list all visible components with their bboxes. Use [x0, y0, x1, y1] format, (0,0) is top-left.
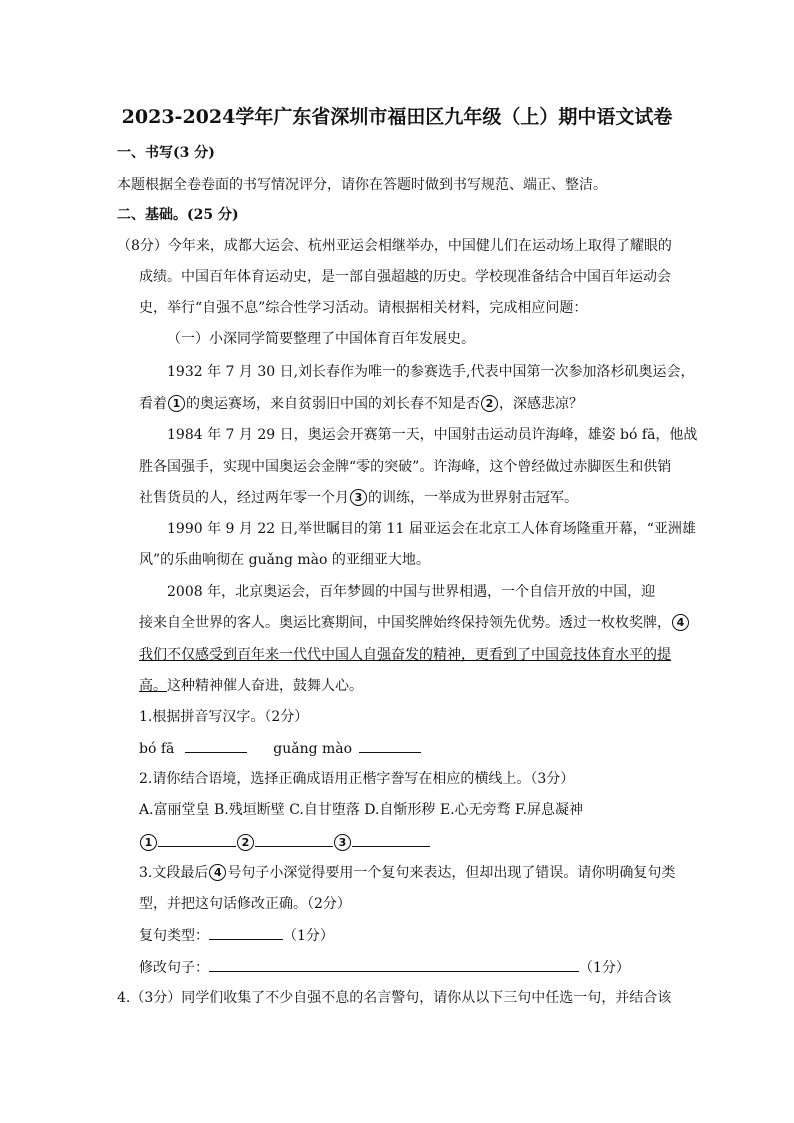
pinyin-guangmao: guǎng mào	[273, 741, 353, 757]
answer-blank-2[interactable]	[255, 832, 333, 847]
fix-sentence-blank[interactable]	[209, 957, 579, 972]
clause-type-score: （1分）	[283, 928, 334, 944]
blank-marker-1: 1	[168, 395, 185, 412]
blank-label-2: 2	[237, 834, 254, 851]
question-2-options: A.富丽堂皇 B.残垣断壁 C.自甘堕落 D.自惭形秽 E.心无旁骛 F.屏息凝神	[139, 802, 584, 818]
intro-line-1: （8分）今年来，成都大运会、杭州亚运会相继举办，中国健儿们在运动场上取得了耀眼的	[117, 238, 672, 254]
p1932-text-c: ，深感悲凉？	[499, 396, 583, 412]
question-4: 4.（3分）同学们收集了不少自强不息的名言警句，请你从以下三句中任选一句，并结合该	[117, 990, 672, 1006]
section-1-text: 本题根据全卷卷面的书写情况评分，请你在答题时做到书写规范、端正、整洁。	[117, 177, 607, 193]
section-2-heading: 二、基础。(25 分)	[117, 207, 239, 223]
p1984-line-3	[139, 488, 578, 508]
p2008-line-4	[139, 676, 363, 696]
clause-type-blank[interactable]	[209, 925, 283, 940]
question-3-text-b: 号句子小深觉得要用一个复句来表达，但却出现了错误。请你明确复句类	[227, 865, 676, 881]
page-title: 2023-2024学年广东省深圳市福田区九年级（上）期中语文试卷	[121, 106, 673, 128]
p1932-line-2	[139, 394, 583, 414]
question-3-fix	[139, 957, 630, 978]
p1932-text-a: 看着	[139, 396, 167, 412]
p1984-text-b: 的训练，一举成为世界射击冠军。	[368, 490, 578, 506]
p2008-line-2	[139, 613, 690, 633]
blank-marker-2: 2	[481, 395, 498, 412]
answer-blank-1[interactable]	[158, 832, 236, 847]
p2008-text-underlined: 高。	[139, 678, 167, 694]
blank-label-1: 1	[140, 834, 157, 851]
subsection-1-heading: （一）小深同学简要整理了中国体育百年发展史。	[167, 331, 475, 347]
question-2: 2.请你结合语境，选择正确成语用正楷字誊写在相应的横线上。（3分）	[139, 771, 575, 787]
question-1: 1.根据拼音写汉字。（2分）	[139, 709, 309, 725]
p1990-line-1: 1990 年 9 月 22 日,举世瞩目的第 11 届亚运会在北京工人体育场隆重开幕，“亚洲雄	[167, 521, 696, 537]
question-3-line-2: 型，并把这句话修改正确。（2分）	[139, 896, 351, 912]
p1932-text-b: 的奥运赛场，来自贫弱旧中国的刘长春不知是否	[186, 396, 480, 412]
p2008-text-a: 接来自全世界的客人。奥运比赛期间，中国奖牌始终保持领先优势。透过一枚枚奖牌，	[139, 615, 671, 631]
question-1-answers	[139, 738, 421, 759]
intro-line-3: 史，举行“自强不息”综合性学习活动。请根据相关材料，完成相应问题：	[139, 300, 588, 316]
answer-blank-guangmao[interactable]	[359, 738, 421, 753]
answer-blank-bofa[interactable]	[185, 738, 247, 753]
p2008-line-1: 2008 年，北京奥运会，百年梦圆的中国与世界相遇，一个自信开放的中国，迎	[167, 584, 656, 600]
p1984-text-a: 社售货员的人，经过两年零一个月	[139, 490, 349, 506]
p1984-line-2: 胜各国强手，实现中国奥运会金牌“零的突破”。许海峰，这个曾经做过赤脚医生和供销	[139, 459, 672, 475]
p1990-line-2: 风”的乐曲响彻在 guǎng mào 的亚细亚大地。	[139, 552, 430, 568]
intro-line-2: 成绩。中国百年体育运动史，是一部自强超越的历史。学校现准备结合中国百年运动会	[139, 269, 671, 285]
blank-label-3: 3	[334, 834, 351, 851]
question-2-answers	[139, 832, 430, 853]
question-3-text-a: 3.文段最后	[139, 865, 209, 881]
p1932-line-1: 1932 年 7 月 30 日,刘长春作为唯一的参赛选手,代表中国第一次参加洛杉矶奥运会，	[167, 364, 695, 380]
answer-blank-3[interactable]	[352, 832, 430, 847]
p2008-line-3-underlined: 我们不仅感受到百年来一代代中国人自强奋发的精神，更看到了中国竞技体育水平的提	[139, 647, 671, 663]
fix-sentence-score: （1分）	[579, 960, 630, 976]
p1984-line-1: 1984 年 7 月 29 日，奥运会开赛第一天，中国射击运动员许海峰，雄姿 bó fā，他战	[167, 427, 698, 443]
clause-type-label: 复句类型：	[139, 928, 209, 944]
blank-marker-3: 3	[350, 489, 367, 506]
question-3-line-1	[139, 863, 675, 883]
pinyin-bofa: bó fā	[139, 741, 175, 757]
p2008-text-b: 这种精神催人奋进，鼓舞人心。	[167, 678, 363, 694]
fix-sentence-label: 修改句子：	[139, 960, 209, 976]
sentence-marker-4-ref: 4	[209, 864, 226, 881]
sentence-marker-4: 4	[672, 614, 689, 631]
section-1-heading: 一、书写(3 分)	[117, 145, 215, 161]
question-3-type	[139, 925, 334, 946]
